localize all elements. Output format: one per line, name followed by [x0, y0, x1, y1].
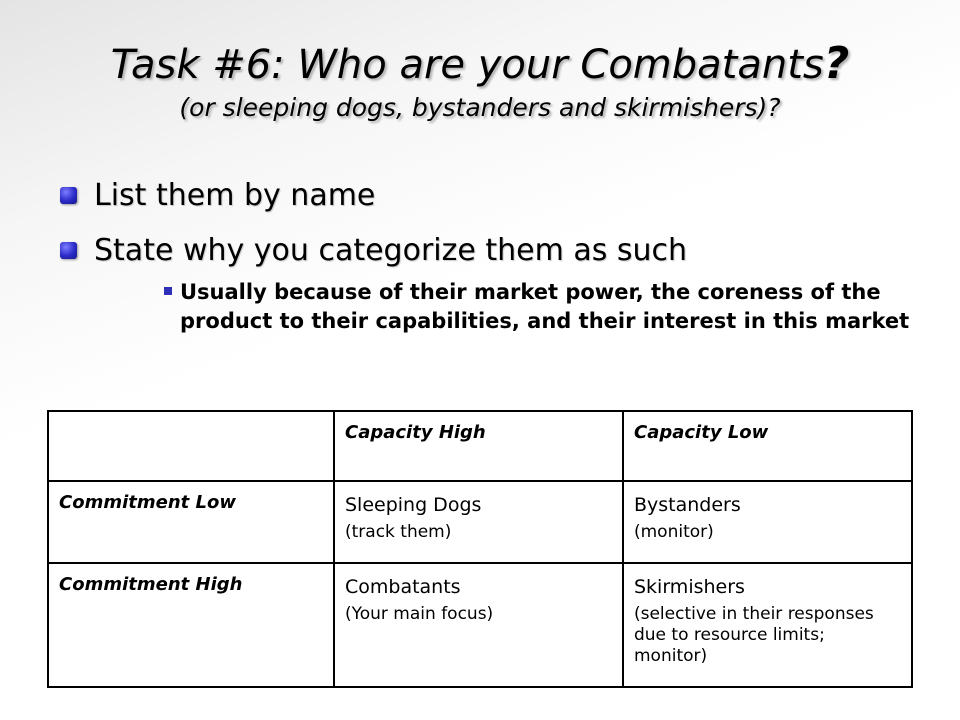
cell-title: Sleeping Dogs — [344, 494, 482, 516]
competitor-matrix-table — [47, 410, 913, 688]
cell-note: (track them) — [344, 522, 452, 542]
bullet-item — [58, 176, 918, 216]
sub-bullet-text: Usually because of their market power, the coreness of the product to their capabilities, and their interest in this market — [180, 280, 910, 333]
cell-bystanders — [623, 481, 912, 563]
table-corner-cell — [48, 411, 334, 481]
slide-title — [40, 38, 920, 125]
bullet-text: State why you categorize them as such — [94, 233, 688, 268]
bullet-text: List them by name — [94, 178, 376, 213]
cell-note: (Your main focus) — [344, 604, 494, 624]
cell-sleeping-dogs — [334, 481, 623, 563]
cell-combatants — [334, 563, 623, 687]
cell-note: (monitor) — [633, 522, 714, 542]
bullet-square-icon — [60, 187, 77, 204]
slide-subtitle: (or sleeping dogs, bystanders and skirmishers)? — [179, 93, 781, 122]
table-row — [48, 563, 912, 687]
row-label-commitment-high: Commitment High — [48, 563, 334, 687]
header-capacity-low: Capacity Low — [623, 411, 912, 481]
cell-title: Skirmishers — [633, 576, 745, 598]
title-line — [40, 38, 920, 91]
sub-bullet-square-icon — [164, 287, 172, 295]
cell-title: Bystanders — [633, 494, 741, 516]
bullet-square-icon — [60, 242, 77, 259]
table-header-row — [48, 411, 912, 481]
bullet-list — [58, 176, 918, 336]
cell-skirmishers — [623, 563, 912, 687]
cell-title: Combatants — [344, 576, 461, 598]
row-label-commitment-low: Commitment Low — [48, 481, 334, 563]
title-question-mark: ? — [823, 38, 850, 89]
cell-note: (selective in their responses due to resource limits; monitor) — [633, 604, 874, 666]
header-capacity-high: Capacity High — [334, 411, 623, 481]
table-row — [48, 481, 912, 563]
bullet-item — [58, 231, 918, 271]
title-main: Task #6: Who are your Combatants — [110, 42, 824, 88]
sub-bullet-item — [164, 278, 918, 336]
